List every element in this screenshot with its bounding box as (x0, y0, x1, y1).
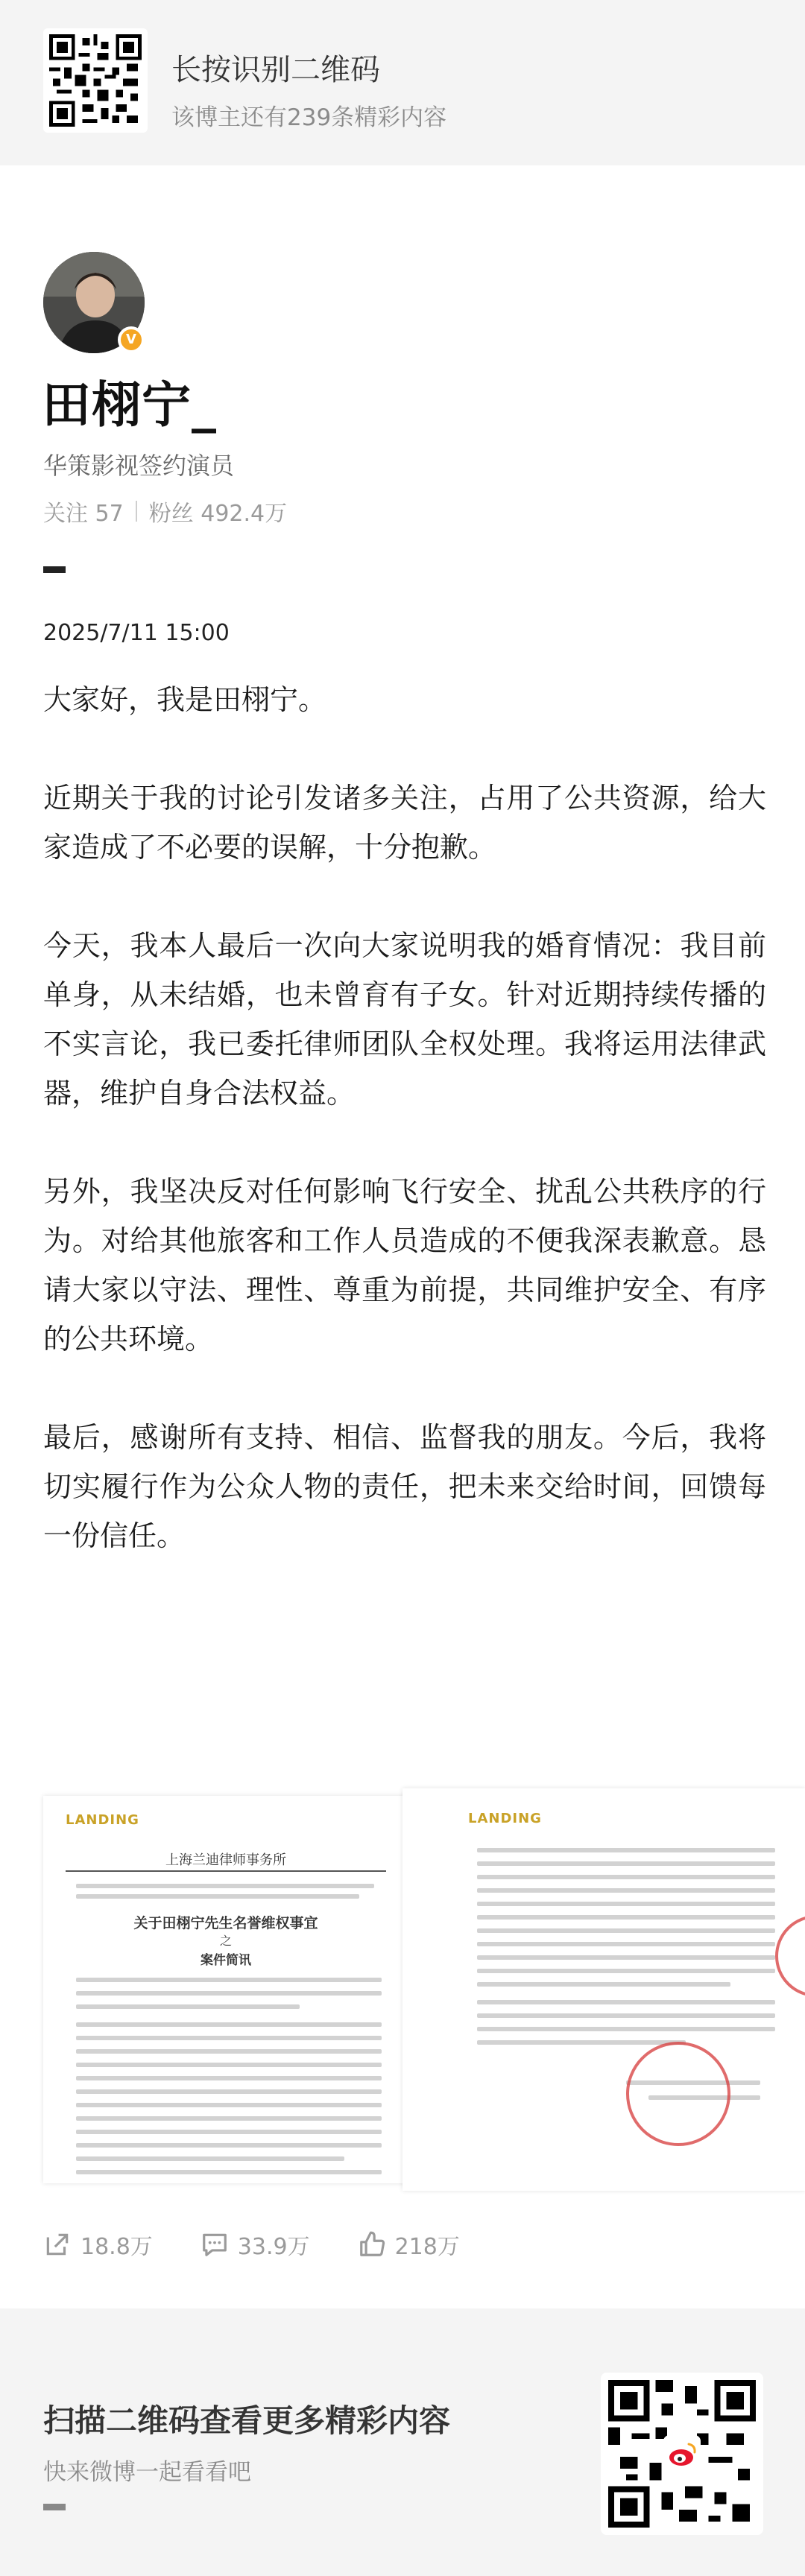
qr-code-icon[interactable] (43, 28, 148, 133)
doc-text-line (76, 1894, 359, 1899)
banner-subtitle: 该博主还有239条精彩内容 (171, 104, 447, 131)
doc-text-line (477, 1875, 775, 1879)
attached-images (43, 1788, 805, 2191)
doc-text-line (76, 2116, 382, 2121)
doc-text-line (76, 2130, 382, 2134)
post-date: 2025/7/11 15:00 (43, 620, 230, 646)
comment-icon (201, 2230, 229, 2259)
bottom-banner-title: 扫描二维码查看更多精彩内容 (43, 2402, 451, 2439)
law-firm-logo: LANDING (468, 1811, 542, 1826)
action-bar (43, 2228, 508, 2261)
post-paragraph: 大家好，我是田栩宁。 (43, 683, 327, 716)
doc-text-line (76, 1991, 382, 1996)
doc-text-line (477, 2027, 775, 2031)
divider-dash (43, 566, 66, 573)
doc-text-line (76, 2022, 382, 2027)
document-image-1[interactable] (43, 1796, 408, 2183)
doc-text-line (76, 2089, 382, 2094)
doc-text-line (477, 2040, 686, 2045)
share-count: 18.8万 (80, 2234, 153, 2260)
post-paragraph: 近期关于我的讨论引发诸多关注，占用了公共资源，给大家造成了不必要的误解，十分抱歉。 (43, 782, 766, 864)
profile-stats (43, 495, 287, 528)
doc-text-line (477, 1982, 730, 1987)
stats-divider (136, 501, 137, 522)
doc-text-line (76, 2076, 382, 2080)
doc-text-line (76, 2143, 382, 2148)
share-icon (43, 2230, 72, 2259)
doc-text-line (76, 1978, 382, 1982)
document-title-connector: 之 (219, 1934, 232, 1948)
doc-text-line (477, 1955, 775, 1960)
doc-text-line (76, 2103, 382, 2107)
divider-dash (43, 2504, 66, 2510)
post-paragraph: 今天，我本人最后一次向大家说明我的婚育情况：我目前单身，从未结婚，也未曾育有子女。针对近期持续传播的不实言论，我已委托律师团队全权处理。我将运用法律武器，维护自身合法权益。 (43, 929, 766, 1110)
doc-text-line (477, 1861, 775, 1866)
doc-text-line (477, 1942, 775, 1946)
doc-text-line (76, 1884, 374, 1888)
banner-title: 长按识别二维码 (171, 53, 380, 87)
comment-count: 33.9万 (237, 2234, 310, 2260)
document-header: 上海兰迪律师事务所 (165, 1852, 286, 1868)
following-count[interactable]: 关注 57 (43, 501, 124, 527)
profile-name: 田栩宁_ (42, 376, 217, 434)
doc-text-line (76, 2004, 300, 2009)
comment-button[interactable] (201, 2228, 310, 2261)
weibo-logo-icon (663, 2435, 701, 2472)
document-image-2[interactable] (402, 1788, 805, 2191)
post-paragraph: 最后，感谢所有支持、相信、监督我的朋友。今后，我将切实履行作为公众人物的责任，把未来交给时间，回馈每一份信任。 (43, 1421, 766, 1552)
profile-description: 华策影视签约演员 (43, 452, 235, 480)
doc-text-line (477, 1888, 775, 1893)
doc-text-line (477, 1902, 775, 1906)
followers-count[interactable]: 粉丝 492.4万 (148, 501, 288, 527)
doc-text-line (477, 1848, 775, 1852)
post-paragraph: 另外，我坚决反对任何影响飞行安全、扰乱公共秩序的行为。对给其他旅客和工作人员造成的不便我深表歉意。恳请大家以守法、理性、尊重为前提，共同维护安全、有序的公共环境。 (43, 1175, 766, 1355)
doc-text-line (477, 1969, 775, 1973)
doc-text-line (477, 2013, 775, 2018)
doc-text-line (477, 1928, 775, 1933)
like-button[interactable] (358, 2228, 460, 2261)
like-icon (358, 2230, 386, 2259)
post-body (43, 675, 766, 1560)
doc-text-line (477, 1915, 775, 1920)
header-rule (66, 1870, 386, 1872)
doc-text-line (477, 2000, 775, 2004)
bottom-banner-subtitle: 快来微博一起看看吧 (43, 2459, 251, 2486)
doc-text-line (76, 2049, 382, 2054)
like-count: 218万 (394, 2234, 460, 2260)
law-firm-logo: LANDING (66, 1812, 139, 1828)
seal-stamp-icon (626, 2042, 730, 2146)
verified-badge-icon: V (118, 326, 145, 353)
document-title: 关于田栩宁先生名誉维权事宜 (133, 1915, 318, 1931)
doc-text-line (76, 2170, 382, 2174)
doc-text-line (76, 2036, 382, 2040)
qr-banner-top (0, 0, 805, 165)
doc-text-line (76, 2063, 382, 2067)
qr-banner-bottom (0, 2308, 805, 2576)
share-button[interactable] (43, 2228, 153, 2261)
doc-text-line (76, 2156, 344, 2161)
document-kind: 案件简讯 (201, 1953, 251, 1968)
seal-stamp-icon (775, 1915, 805, 1997)
